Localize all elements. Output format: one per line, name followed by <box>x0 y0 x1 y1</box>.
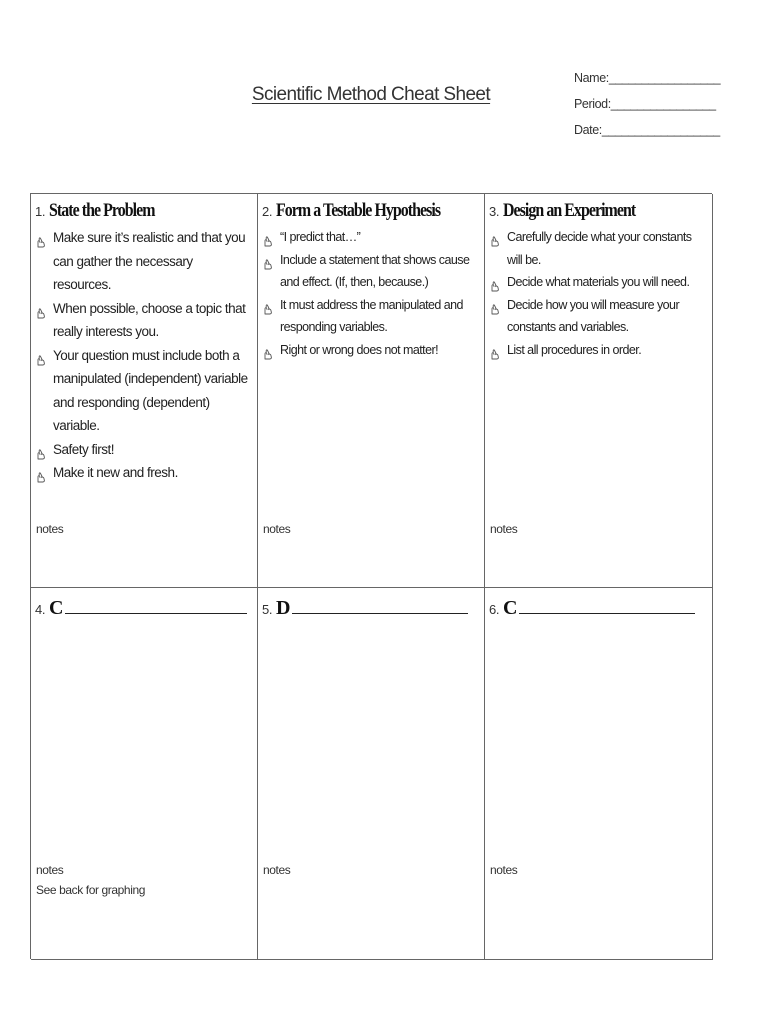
step-cell-5 <box>258 588 485 960</box>
list-item: Safety first! <box>35 438 253 462</box>
pointing-hand-icon <box>36 467 46 478</box>
list-item: Decide how you will measure your constants and variables. <box>489 294 708 339</box>
notes-label: notes <box>36 522 64 536</box>
step-number: 5. <box>262 602 273 617</box>
step-number: 1. <box>35 204 46 219</box>
name-field[interactable]: Name:_________________ <box>574 71 721 85</box>
step-cell-6 <box>485 588 713 960</box>
bullet-list <box>262 226 480 361</box>
notes-label: notes <box>490 863 518 877</box>
pointing-hand-icon <box>490 345 500 356</box>
pointing-hand-icon <box>36 232 46 243</box>
step-number: 4. <box>35 602 46 617</box>
step-heading <box>262 201 480 222</box>
pointing-hand-icon <box>36 303 46 314</box>
step-cell-2 <box>258 194 485 588</box>
step-cell-3 <box>485 194 713 588</box>
fill-in-blank-line[interactable] <box>292 613 468 614</box>
bullet-list <box>489 226 708 361</box>
fill-in-blank-line[interactable] <box>519 613 695 614</box>
step-heading <box>489 597 708 620</box>
step-initial-letter: C <box>49 597 64 619</box>
fill-in-blank-line[interactable] <box>65 613 247 614</box>
pointing-hand-icon <box>263 255 273 266</box>
pointing-hand-icon <box>490 277 500 288</box>
step-heading <box>35 201 253 222</box>
notes-label: notes <box>263 522 291 536</box>
notes-label: notes <box>490 522 518 536</box>
step-cell-4 <box>31 588 258 960</box>
pointing-hand-icon <box>263 232 273 243</box>
list-item: Decide what materials you will need. <box>489 271 708 294</box>
bullet-list <box>35 226 253 485</box>
pointing-hand-icon <box>36 350 46 361</box>
step-initial-letter: D <box>276 597 291 619</box>
pointing-hand-icon <box>490 300 500 311</box>
step-heading <box>35 597 253 620</box>
method-steps-grid <box>30 193 712 959</box>
list-item: List all procedures in order. <box>489 339 708 362</box>
step-number: 6. <box>489 602 500 617</box>
period-field[interactable]: Period:________________ <box>574 97 716 111</box>
step-initial-letter: C <box>503 597 518 619</box>
step-number: 2. <box>262 204 273 219</box>
step-title: Form a Testable Hypothesis <box>276 201 441 221</box>
page-title: Scientific Method Cheat Sheet <box>251 84 491 105</box>
list-item: It must address the manipulated and responding variables. <box>262 294 480 339</box>
pointing-hand-icon <box>263 345 273 356</box>
notes-label: notes <box>263 863 291 877</box>
notes-label: notes <box>36 863 64 877</box>
student-info-fields <box>574 70 720 148</box>
list-item: “I predict that…” <box>262 226 480 249</box>
step-cell-1 <box>31 194 258 588</box>
graphing-note: See back for graphing <box>36 883 146 897</box>
list-item: Right or wrong does not matter! <box>262 339 480 362</box>
pointing-hand-icon <box>490 232 500 243</box>
list-item: Carefully decide what your constants will be. <box>489 226 708 271</box>
list-item: When possible, choose a topic that really interests you. <box>35 297 253 344</box>
step-title: State the Problem <box>49 201 155 221</box>
step-title: Design an Experiment <box>503 201 636 221</box>
step-heading <box>489 201 708 222</box>
pointing-hand-icon <box>263 300 273 311</box>
date-field[interactable]: Date:__________________ <box>574 123 720 137</box>
list-item: Make it new and fresh. <box>35 461 253 485</box>
step-number: 3. <box>489 204 500 219</box>
list-item: Your question must include both a manipulated (independent) variable and responding (dependent) variable. <box>35 344 253 438</box>
list-item: Include a statement that shows cause and effect. (If, then, because.) <box>262 249 480 294</box>
list-item: Make sure it’s realistic and that you can gather the necessary resources. <box>35 226 253 297</box>
pointing-hand-icon <box>36 444 46 455</box>
step-heading <box>262 597 480 620</box>
